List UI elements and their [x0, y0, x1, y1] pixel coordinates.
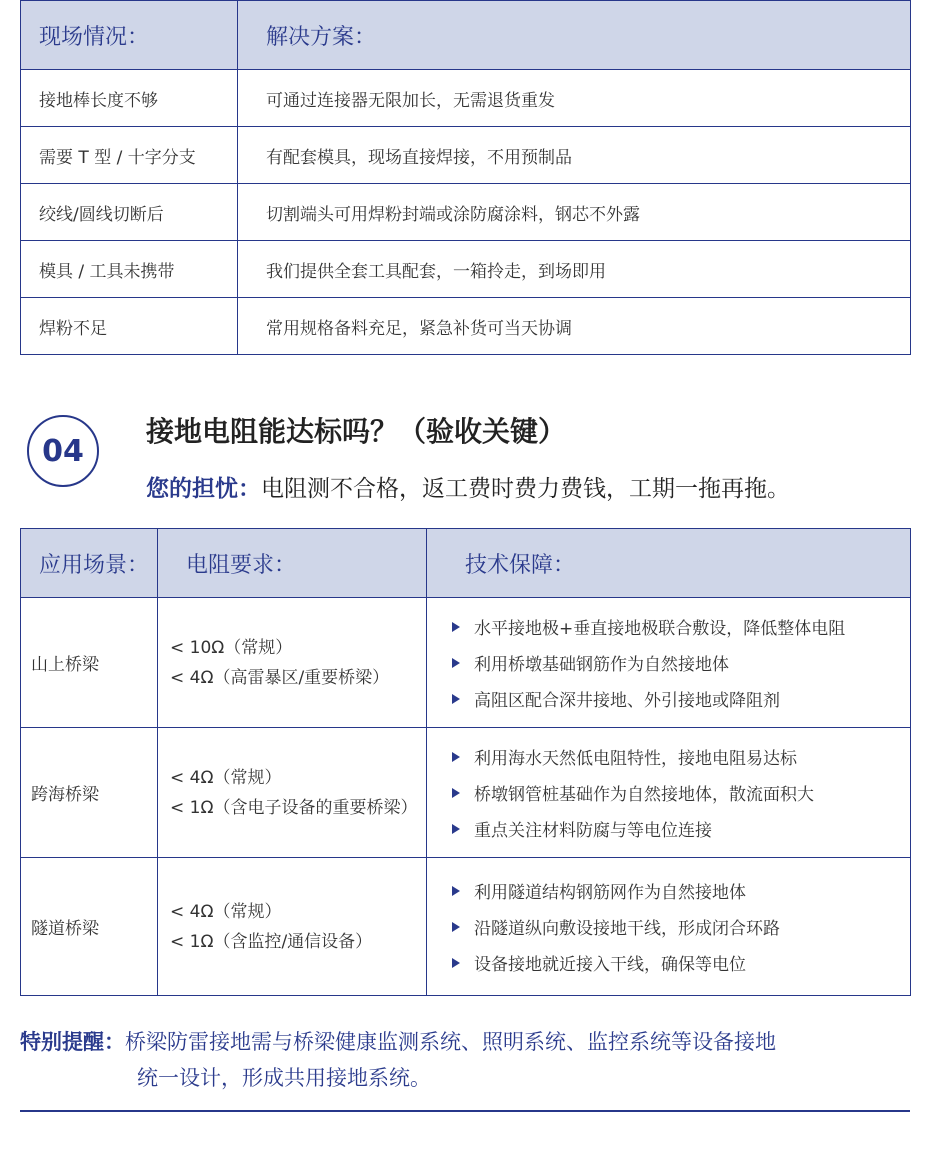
solution-cell: 可通过连接器无限加长，无需退货重发: [238, 70, 911, 127]
table-row: [21, 241, 911, 298]
list-item: [452, 739, 910, 775]
requirement-line: < 4Ω（常规）: [170, 767, 282, 788]
technology-cell: [427, 858, 911, 996]
solution-cell: 切割端头可用焊粉封端或涂防腐涂料，钢芯不外露: [238, 184, 911, 241]
scene-cell: 跨海桥梁: [21, 728, 158, 858]
table-row: [21, 184, 911, 241]
special-reminder: [20, 1024, 850, 1096]
situation-cell: 需要 T 型 / 十字分支: [21, 127, 238, 184]
triangle-bullet-icon: [452, 788, 460, 798]
requirement-cell: [158, 858, 427, 996]
technology-cell: [427, 728, 911, 858]
requirement-line: < 1Ω（含电子设备的重要桥梁）: [170, 797, 418, 818]
header-solution: 解决方案：: [238, 1, 911, 70]
technology-text: 沿隧道纵向敷设接地干线，形成闭合环路: [474, 919, 780, 939]
technology-text: 利用隧道结构钢筋网作为自然接地体: [474, 883, 746, 903]
table-row: [21, 728, 911, 858]
situation-cell: 绞线/圆线切断后: [21, 184, 238, 241]
solutions-header-row: [21, 1, 911, 70]
table-row: [21, 858, 911, 996]
list-item: [452, 873, 910, 909]
list-item: [452, 609, 910, 645]
technology-text: 利用桥墩基础钢筋作为自然接地体: [474, 655, 729, 675]
table-row: [21, 127, 911, 184]
requirement-line: < 1Ω（含监控/通信设备）: [170, 931, 373, 952]
reminder-line-2: 统一设计，形成共用接地系统。: [137, 1066, 431, 1090]
section-number-badge: 04: [27, 415, 99, 487]
triangle-bullet-icon: [452, 658, 460, 668]
header-situation: 现场情况：: [21, 1, 238, 70]
header-technology: 技术保障：: [427, 529, 911, 598]
resistance-header-row: [21, 529, 911, 598]
technology-text: 桥墩钢管桩基础作为自然接地体，散流面积大: [474, 785, 814, 805]
reminder-label: 特别提醒：: [20, 1030, 125, 1054]
technology-text: 水平接地极+垂直接地极联合敷设，降低整体电阻: [474, 619, 846, 639]
triangle-bullet-icon: [452, 752, 460, 762]
list-item: [452, 945, 910, 981]
solution-cell: 有配套模具，现场直接焊接，不用预制品: [238, 127, 911, 184]
resistance-table: [20, 528, 911, 996]
technology-text: 利用海水天然低电阻特性，接地电阻易达标: [474, 749, 797, 769]
section-title: 接地电阻能达标吗？（验收关键）: [146, 415, 567, 448]
requirement-line: < 4Ω（常规）: [170, 901, 282, 922]
requirement-cell: [158, 598, 427, 728]
technology-text: 高阻区配合深井接地、外引接地或降阻剂: [474, 691, 780, 711]
table-row: [21, 598, 911, 728]
section-concern: [146, 470, 790, 503]
solutions-table: [20, 0, 911, 355]
reminder-line-1: 桥梁防雷接地需与桥梁健康监测系统、照明系统、监控系统等设备接地: [125, 1030, 776, 1054]
technology-text: 重点关注材料防腐与等电位连接: [474, 821, 712, 841]
concern-label: 您的担忧：: [146, 476, 261, 502]
triangle-bullet-icon: [452, 622, 460, 632]
triangle-bullet-icon: [452, 694, 460, 704]
situation-cell: 接地棒长度不够: [21, 70, 238, 127]
situation-cell: 模具 / 工具未携带: [21, 241, 238, 298]
triangle-bullet-icon: [452, 824, 460, 834]
requirement-line: < 4Ω（高雷暴区/重要桥梁）: [170, 667, 390, 688]
triangle-bullet-icon: [452, 886, 460, 896]
solution-cell: 我们提供全套工具配套，一箱拎走，到场即用: [238, 241, 911, 298]
header-scene: 应用场景：: [21, 529, 158, 598]
table-row: [21, 298, 911, 355]
list-item: [452, 775, 910, 811]
list-item: [452, 909, 910, 945]
triangle-bullet-icon: [452, 958, 460, 968]
concern-text: 电阻测不合格，返工费时费力费钱，工期一拖再拖。: [261, 476, 790, 502]
scene-cell: 山上桥梁: [21, 598, 158, 728]
triangle-bullet-icon: [452, 922, 460, 932]
header-requirement: 电阻要求：: [158, 529, 427, 598]
bottom-divider: [20, 1110, 910, 1112]
list-item: [452, 681, 910, 717]
list-item: [452, 645, 910, 681]
situation-cell: 焊粉不足: [21, 298, 238, 355]
solution-cell: 常用规格备料充足，紧急补货可当天协调: [238, 298, 911, 355]
requirement-line: < 10Ω（常规）: [170, 637, 293, 658]
table-row: [21, 70, 911, 127]
technology-text: 设备接地就近接入干线，确保等电位: [474, 955, 746, 975]
technology-cell: [427, 598, 911, 728]
scene-cell: 隧道桥梁: [21, 858, 158, 996]
list-item: [452, 811, 910, 847]
requirement-cell: [158, 728, 427, 858]
